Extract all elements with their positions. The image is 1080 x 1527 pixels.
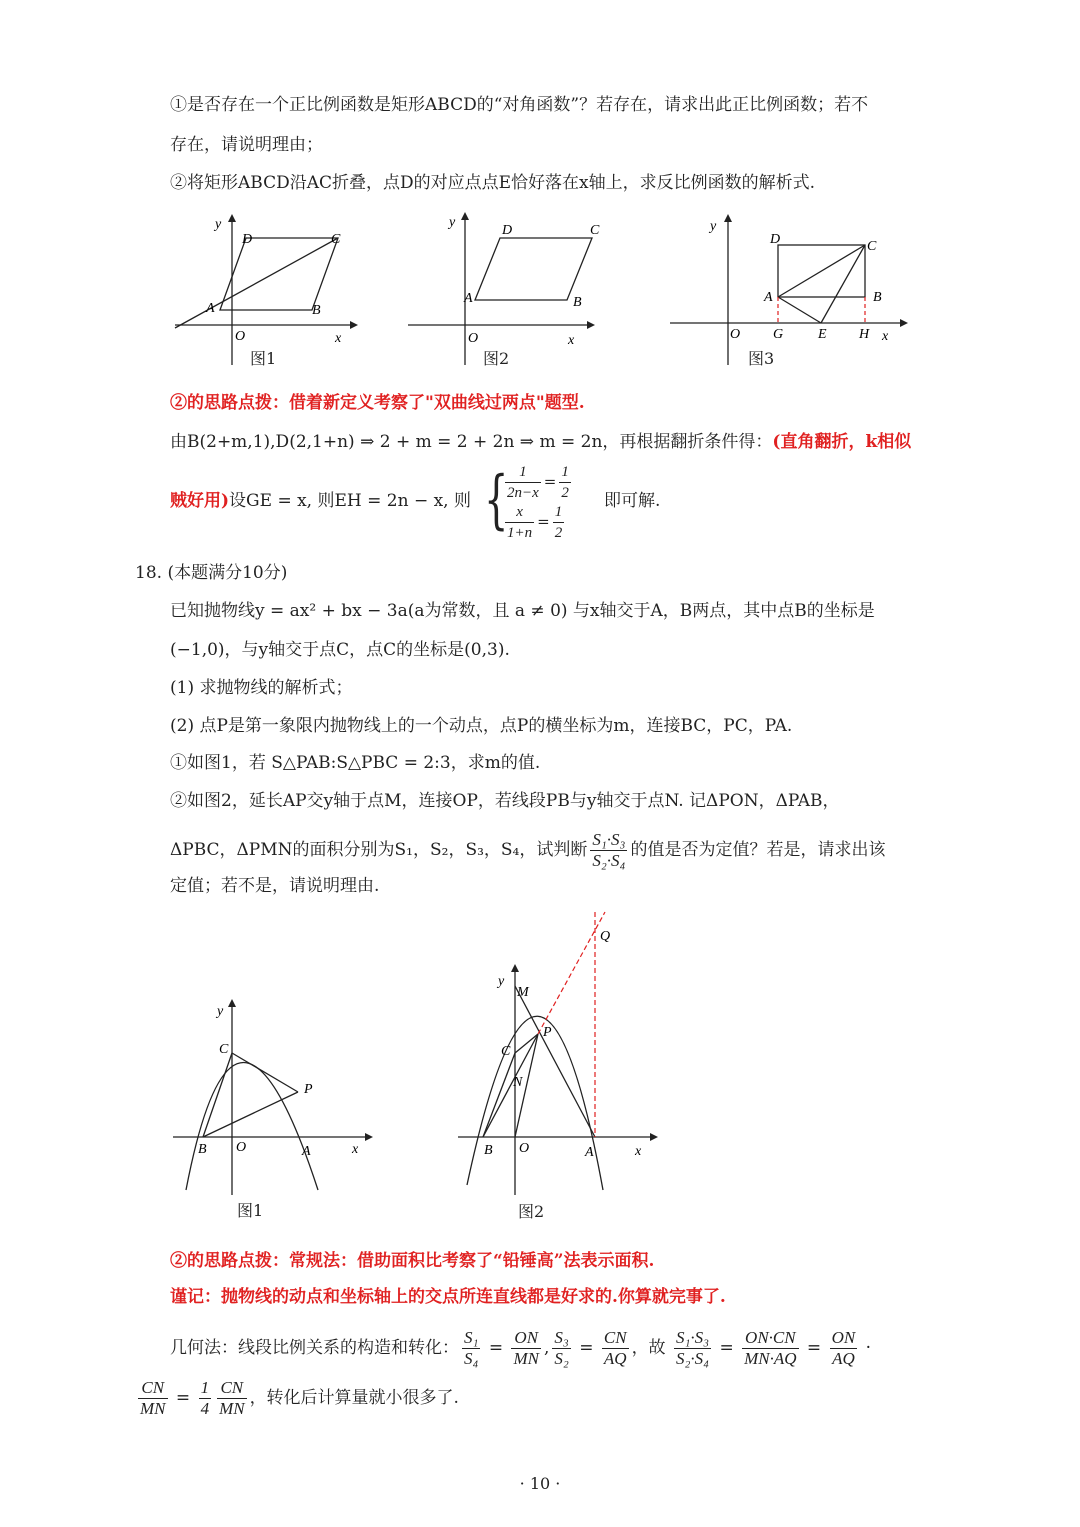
frac-num: x [505, 502, 534, 523]
text-line: (2) 点P是第一象限内抛物线上的一个动点，点P的横坐标为m，连接BC，PC，PA. [170, 716, 793, 736]
svg-text:A: A [206, 301, 215, 316]
text-line: $\frac{CN}{MN}$ = $\frac{1}{4}$ $\frac{CN}{MN}$ ，转化后计算量就小很多了. [140, 1378, 459, 1418]
frac-den: MN [140, 1399, 166, 1418]
text-segment: ，转化后计算量就小很多了. [249, 1388, 459, 1408]
svg-text:y: y [498, 974, 505, 989]
svg-text:M: M [517, 985, 529, 1000]
frac-num: ON [511, 1328, 541, 1349]
figure-caption: 图1 [250, 349, 277, 368]
svg-text:O: O [235, 329, 246, 344]
svg-text:E: E [818, 327, 827, 342]
svg-text:A: A [764, 290, 773, 305]
svg-text:C: C [867, 239, 877, 254]
svg-text:x: x [352, 1142, 359, 1157]
svg-text:A: A [464, 291, 473, 306]
question-number: 18. (本题满分10分) [135, 563, 288, 583]
figure-top-3 [668, 210, 908, 370]
svg-text:C: C [590, 223, 600, 238]
figure-bottom-1 [170, 995, 380, 1225]
text-line: (−1,0)，与y轴交于点C，点C的坐标是(0,3). [170, 640, 510, 660]
frac-num: S₃ [554, 1328, 569, 1347]
svg-text:B: B [573, 295, 582, 310]
svg-text:O: O [468, 331, 479, 346]
text-segment: 即可解. [604, 491, 661, 511]
frac-num: S₁·S₃ [592, 830, 626, 849]
svg-text:B: B [484, 1143, 493, 1158]
frac-den: S₂·S₄ [675, 1349, 710, 1368]
svg-text:A: A [585, 1145, 594, 1160]
svg-text:D: D [242, 232, 253, 247]
frac-num: 1 [553, 502, 565, 523]
frac-num: 1 [200, 1378, 210, 1397]
text-line: 定值；若不是，请说明理由. [170, 876, 380, 896]
svg-text:O: O [236, 1140, 247, 1155]
svg-text:C: C [501, 1044, 511, 1059]
figure-caption: 图3 [748, 349, 775, 368]
frac-den: 4 [200, 1399, 210, 1418]
svg-text:G: G [773, 327, 784, 342]
frac-num: S₁·S₃ [675, 1328, 710, 1347]
figure-caption: 图1 [237, 1201, 264, 1220]
text-segment: 几何法：线段比例关系的构造和转化： [170, 1338, 459, 1358]
svg-text:y: y [217, 1004, 224, 1019]
frac-num: 1 [505, 462, 541, 483]
frac-num: S₁ [464, 1328, 479, 1347]
frac-den: MN [219, 1399, 245, 1418]
text-segment: 由B(2+m,1),D(2,1+n) ⇒ 2 + m = 2 + 2n ⇒ m = 2n，再根据翻折条件得： [170, 432, 773, 452]
svg-text:y: y [215, 217, 222, 232]
frac-den: MN [513, 1349, 539, 1368]
svg-text:x: x [882, 329, 889, 344]
text-segment: 设GE = x, 则EH = 2n − x, 则 [229, 491, 471, 511]
svg-text:P: P [304, 1082, 313, 1097]
figure-top-1 [170, 210, 360, 370]
svg-text:C: C [219, 1042, 229, 1057]
svg-text:O: O [519, 1141, 530, 1156]
svg-text:x: x [568, 333, 575, 348]
frac-num: CN [138, 1378, 168, 1399]
text-line: 存在，请说明理由； [170, 135, 323, 155]
svg-text:C: C [331, 232, 341, 247]
svg-text:x: x [335, 331, 342, 346]
frac-den: S₄ [464, 1349, 479, 1368]
svg-text:x: x [635, 1144, 642, 1159]
frac-den: 2 [554, 525, 563, 541]
text-segment: ΔPBC，ΔPMN的面积分别为S₁，S₂，S₃，S₄，试判断 [170, 840, 588, 860]
hint-segment: (直角翻折，k相似 [772, 432, 912, 452]
text-line: ①是否存在一个正比例函数是矩形ABCD的“对角函数”？若存在，请求出此正比例函数；若不 [170, 95, 869, 115]
svg-text:A: A [302, 1144, 311, 1159]
figure-top-2 [405, 210, 600, 370]
frac-den: MN·AQ [744, 1349, 797, 1368]
frac-num: ON·CN [742, 1328, 798, 1349]
svg-text:B: B [312, 303, 321, 318]
text-line [170, 490, 471, 512]
frac-num: CN [603, 1328, 627, 1347]
svg-text:H: H [859, 327, 870, 342]
frac-num: CN [217, 1378, 247, 1399]
frac-den: S₂ [554, 1349, 569, 1368]
figure-caption: 图2 [483, 349, 510, 368]
svg-text:D: D [770, 232, 781, 247]
hint-text: ②的思路点拨：借着新定义考察了"双曲线过两点"题型. [170, 393, 585, 413]
svg-text:P: P [543, 1025, 552, 1040]
text-line: 几何法：线段比例关系的构造和转化： $\frac{\text{S₁}}{\text{S₄}}$ = $\frac{ON}{MN}$ , $\frac{\text{S₃}}{\text{S₂}}$ = $\frac{CN}{AQ}$ ，故 $\frac{\text{S₁·S₃}}{\text{S₂·S₄}}$ = $\frac{ON\cdot CN}{MN\cdot AQ}$ = $\frac{ON}{AQ}$ · [170, 1328, 872, 1368]
frac-den: 1+n [507, 525, 533, 541]
figure-bottom-2 [455, 910, 665, 1220]
svg-text:y: y [449, 215, 456, 230]
frac-den: 2 [561, 485, 569, 501]
hint-segment: 贼好用) [170, 491, 230, 511]
frac-den: 2n−x [507, 485, 539, 501]
frac-num: 1 [559, 462, 571, 483]
hint-text: 谨记：抛物线的动点和坐标轴上的交点所连直线都是好求的.你算就完事了. [170, 1287, 726, 1307]
hint-text: ②的思路点拨：常规法：借助面积比考察了“铅锤高”法表示面积. [170, 1251, 655, 1271]
text-line: ②将矩形ABCD沿AC折叠，点D的对应点点E恰好落在x轴上，求反比例函数的解析式. [170, 173, 816, 193]
svg-text:D: D [502, 223, 513, 238]
frac-den: S₂·S₄ [592, 851, 626, 870]
svg-text:Q: Q [600, 929, 611, 944]
frac-num: ON [831, 1328, 856, 1347]
text-line: (1) 求抛物线的解析式； [170, 678, 353, 698]
svg-text:N: N [513, 1075, 523, 1090]
page-number: · 10 · [519, 1474, 561, 1493]
text-line [170, 830, 885, 871]
text-line: ②如图2，延长AP交y轴于点M，连接OP，若线段PB与y轴交于点N. 记ΔPON，ΔPAB， [170, 791, 840, 811]
frac-den: AQ [603, 1349, 627, 1368]
svg-text:B: B [873, 290, 882, 305]
text-line: ①如图1，若 S△PAB:S△PBC = 2:3，求m的值. [170, 753, 541, 773]
svg-text:O: O [730, 327, 741, 342]
text-line [170, 431, 911, 453]
text-segment: 的值是否为定值？若是，请求出该 [630, 840, 886, 860]
text-line: 已知抛物线y = ax² + bx − 3a(a为常数，且 a ≠ 0) 与x轴交于A，B两点，其中点B的坐标是 [170, 601, 875, 621]
frac-den: AQ [832, 1349, 855, 1368]
figure-caption: 图2 [518, 1202, 545, 1221]
svg-text:y: y [710, 219, 717, 234]
svg-text:B: B [198, 1142, 207, 1157]
